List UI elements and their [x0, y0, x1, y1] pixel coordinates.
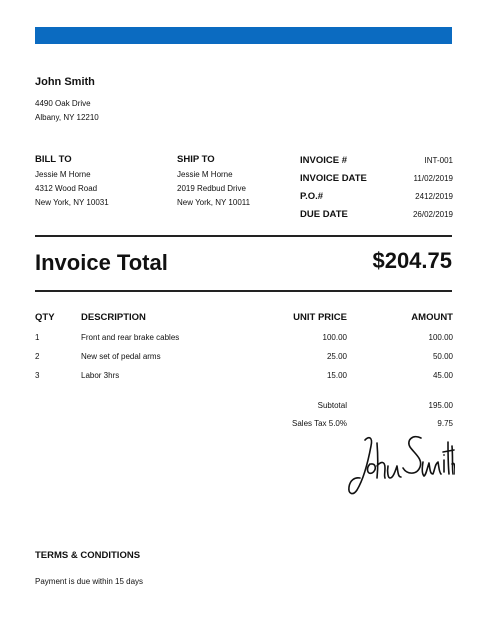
item-description: Front and rear brake cables — [81, 333, 180, 342]
divider-top — [35, 235, 452, 237]
due-date-label: DUE DATE — [300, 208, 348, 220]
items-header-description: DESCRIPTION — [81, 312, 146, 323]
ship-to-line2: New York, NY 10011 — [177, 198, 251, 207]
sales-tax-value: 9.75 — [437, 419, 453, 428]
signature-image — [343, 428, 455, 500]
sender-address — [35, 97, 99, 125]
invoice-meta — [300, 151, 453, 223]
terms-text: Payment is due within 15 days — [35, 577, 144, 586]
item-qty: 2 — [35, 352, 40, 361]
sales-tax-label: Sales Tax 5.0% — [292, 419, 347, 428]
item-amount: 50.00 — [432, 352, 453, 361]
invoice-number-label: INVOICE # — [300, 154, 347, 166]
po-number-label: P.O.# — [300, 190, 324, 202]
invoice-date-label: INVOICE DATE — [300, 172, 367, 184]
item-amount: 100.00 — [428, 333, 453, 342]
items-header-unit-price: UNIT PRICE — [293, 312, 347, 323]
po-number-row — [300, 187, 453, 205]
ship-to-line1: 2019 Redbud Drive — [177, 184, 246, 193]
invoice-date-row — [300, 169, 453, 187]
sender-address-line1: 4490 Oak Drive — [35, 99, 91, 108]
bill-to-line2: New York, NY 10031 — [35, 198, 109, 207]
invoice-number-row — [300, 151, 453, 169]
sender-address-line2: Albany, NY 12210 — [35, 113, 99, 122]
invoice-total-label: Invoice Total — [35, 250, 168, 275]
item-description: Labor 3hrs — [81, 371, 120, 380]
bill-to-address — [35, 168, 109, 210]
bill-to-name: Jessie M Horne — [35, 170, 91, 179]
item-unit-price: 15.00 — [326, 371, 347, 380]
item-qty: 3 — [35, 371, 40, 380]
ship-to-name: Jessie M Horne — [177, 170, 233, 179]
divider-bottom — [35, 290, 452, 292]
item-qty: 1 — [35, 333, 40, 342]
item-amount: 45.00 — [432, 371, 453, 380]
sender-name: John Smith — [35, 76, 95, 88]
header-accent-bar — [35, 27, 452, 44]
item-unit-price: 100.00 — [322, 333, 347, 342]
due-date-value: 26/02/2019 — [412, 209, 453, 219]
invoice-number-value: INT-001 — [424, 155, 453, 165]
terms-label: TERMS & CONDITIONS — [35, 550, 141, 561]
subtotal-value: 195.00 — [428, 401, 453, 410]
due-date-row — [300, 205, 453, 223]
bill-to-line1: 4312 Wood Road — [35, 184, 98, 193]
bill-to-label: BILL TO — [35, 154, 72, 165]
items-header-amount: AMOUNT — [411, 312, 453, 323]
item-unit-price: 25.00 — [326, 352, 347, 361]
invoice-date-value: 11/02/2019 — [413, 173, 453, 183]
subtotal-label: Subtotal — [317, 401, 347, 410]
item-description: New set of pedal arms — [81, 352, 161, 361]
po-number-value: 2412/2019 — [415, 191, 453, 201]
ship-to-label: SHIP TO — [177, 154, 215, 165]
ship-to-address — [177, 168, 250, 210]
invoice-total-amount: $204.75 — [372, 248, 452, 273]
items-header-qty: QTY — [35, 312, 55, 323]
